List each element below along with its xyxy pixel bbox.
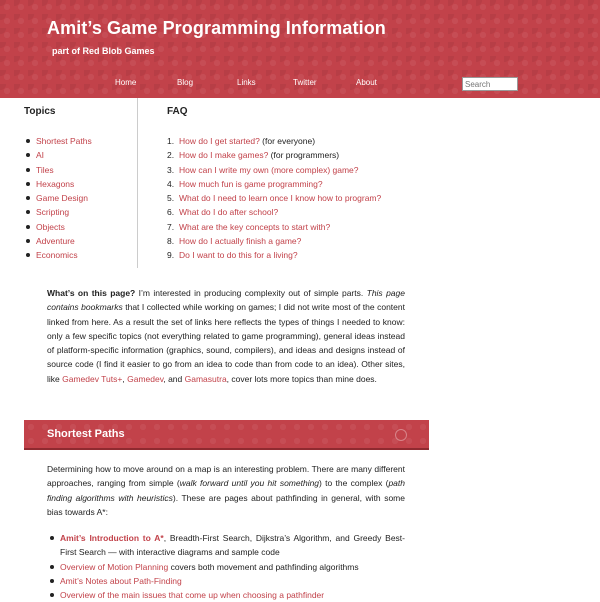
- faq-item: [167, 134, 427, 148]
- topic-game-design[interactable]: Game Design: [36, 193, 88, 204]
- topic-item: [24, 220, 134, 234]
- faq-number: 4.: [167, 178, 175, 189]
- faq-link[interactable]: How do I get started?: [179, 136, 260, 146]
- intro-to-astar-link[interactable]: Amit’s Introduction to A*: [60, 533, 164, 543]
- topic-adventure[interactable]: Adventure: [36, 236, 75, 247]
- red-blob-games-link[interactable]: Red Blob Games: [82, 46, 155, 56]
- sp-text: ) to the complex (: [319, 478, 389, 489]
- faq-number: 6.: [167, 207, 175, 218]
- subtitle-prefix: part of: [52, 46, 80, 56]
- topic-item: [24, 205, 134, 219]
- faq-item: [167, 220, 427, 234]
- sp-italic: path finding algorithms with heuristics: [47, 478, 405, 503]
- faq-number: 9.: [167, 250, 175, 261]
- faq-item: [167, 205, 427, 219]
- shortest-paths-header: [24, 420, 429, 450]
- faq-number: 3.: [167, 164, 175, 175]
- sp-italic: walk forward until you hit something: [179, 478, 320, 489]
- faq-number: 5.: [167, 193, 175, 204]
- faq-link[interactable]: What do I do after school?: [179, 207, 279, 218]
- faq-item: [167, 177, 427, 191]
- faq-number: 7.: [167, 221, 175, 232]
- intro-text: that I collected while working on games; I did not write most of the content linked from here. As a result the set of links here reflects the types of things I needed to know: only a few specific topics (not everything related to game programming), general ideas instead of platform-specific information (graphics, sound, compilers), and ideas and designs instead of source code (I find it easier to go from an idea to code than from code to an idea). Other sites, like: [47, 302, 405, 384]
- faq-item: [167, 248, 427, 262]
- topic-item: [24, 148, 134, 162]
- faq-suffix: (for everyone): [259, 136, 316, 146]
- motion-planning-link[interactable]: Overview of Motion Planning: [60, 561, 169, 572]
- intro-paragraph: [47, 286, 405, 386]
- intro-text: , and: [163, 373, 185, 384]
- intro-text: , cover lots more topics than mine does.: [226, 373, 377, 384]
- faq-link[interactable]: How can I write my own (more complex) game?: [179, 164, 359, 175]
- faq-suffix: (for programmers): [268, 150, 340, 161]
- shortest-paths-title: Shortest Paths: [47, 428, 125, 440]
- faq-number: 1.: [167, 136, 175, 146]
- topic-item: [24, 177, 134, 191]
- sp-text: ). These are pages about pathfinding in general, with some bias towards A*:: [47, 492, 405, 517]
- list-item: [47, 574, 405, 588]
- faq-item: [167, 163, 427, 177]
- topic-item: [24, 163, 134, 177]
- topic-objects[interactable]: Objects: [36, 221, 65, 232]
- topic-item: [24, 134, 134, 148]
- topic-hexagons[interactable]: Hexagons: [36, 178, 75, 189]
- topic-scripting[interactable]: Scripting: [36, 207, 70, 218]
- pathfinder-issues-link[interactable]: Overview of the main issues that come up when choosing a pathfinder: [60, 590, 325, 601]
- faq-section: [167, 106, 427, 263]
- faq-item: [167, 148, 427, 162]
- gamedev-link[interactable]: Gamedev: [127, 373, 164, 384]
- topic-economics[interactable]: Economics: [36, 250, 78, 261]
- faq-link[interactable]: How do I make games?: [179, 150, 269, 161]
- faq-link[interactable]: How much fun is game programming?: [179, 178, 323, 189]
- shortest-paths-paragraph: [47, 462, 405, 519]
- list-item-text: , Breadth-First Search, Dijkstra’s Algorithm, and Greedy Best-First Search — with interactive diagrams and sample code: [60, 533, 405, 558]
- topic-item: [24, 248, 134, 262]
- site-subtitle: [52, 46, 155, 56]
- faq-item: [167, 191, 427, 205]
- nav-twitter[interactable]: Twitter: [293, 78, 317, 87]
- gamedev-tuts-link[interactable]: Gamedev Tuts+: [62, 373, 123, 384]
- list-item: [47, 531, 405, 560]
- topic-item: [24, 234, 134, 248]
- intro-lead: What’s on this page?: [47, 288, 136, 298]
- faq-list: [167, 134, 427, 263]
- list-item: [47, 560, 405, 574]
- sidebar-divider: [137, 98, 138, 268]
- nav-links[interactable]: Links: [237, 78, 256, 87]
- intro-text: ,: [122, 373, 128, 384]
- topic-shortest-paths[interactable]: Shortest Paths: [36, 136, 92, 146]
- topic-item: [24, 191, 134, 205]
- sp-text: Determining how to move around on a map is an interesting problem. There are many different approaches, ranging from simple (: [47, 464, 405, 489]
- nav-blog[interactable]: Blog: [177, 78, 194, 87]
- gamasutra-link[interactable]: Gamasutra: [184, 373, 227, 384]
- topics-sidebar: [24, 106, 134, 263]
- pathfinding-notes-link[interactable]: Amit’s Notes about Path-Finding: [60, 575, 182, 586]
- shortest-paths-list: [47, 531, 405, 602]
- intro-text: I’m interested in producing complexity out of simple parts.: [135, 288, 367, 298]
- intro-italic: This page contains bookmarks: [47, 288, 405, 313]
- section-emblem-icon: [395, 429, 407, 441]
- faq-link[interactable]: How do I actually finish a game?: [179, 236, 302, 247]
- faq-number: 2.: [167, 150, 175, 161]
- search-input[interactable]: [462, 77, 518, 91]
- topics-heading: Topics: [24, 106, 56, 117]
- list-item-text: covers both movement and pathfinding algorithms: [168, 561, 359, 572]
- nav-about[interactable]: About: [356, 78, 377, 87]
- site-title[interactable]: Amit’s Game Programming Information: [47, 18, 386, 38]
- faq-link[interactable]: What are the key concepts to start with?: [179, 221, 331, 232]
- faq-link[interactable]: What do I need to learn once I know how to program?: [179, 193, 382, 204]
- faq-heading: FAQ: [167, 106, 188, 117]
- topics-list: [24, 134, 134, 263]
- faq-number: 8.: [167, 236, 175, 247]
- topic-ai[interactable]: AI: [36, 150, 45, 161]
- nav-home[interactable]: Home: [115, 78, 137, 87]
- faq-link[interactable]: Do I want to do this for a living?: [179, 250, 298, 261]
- topic-tiles[interactable]: Tiles: [36, 164, 54, 175]
- faq-item: [167, 234, 427, 248]
- site-header: [0, 0, 600, 98]
